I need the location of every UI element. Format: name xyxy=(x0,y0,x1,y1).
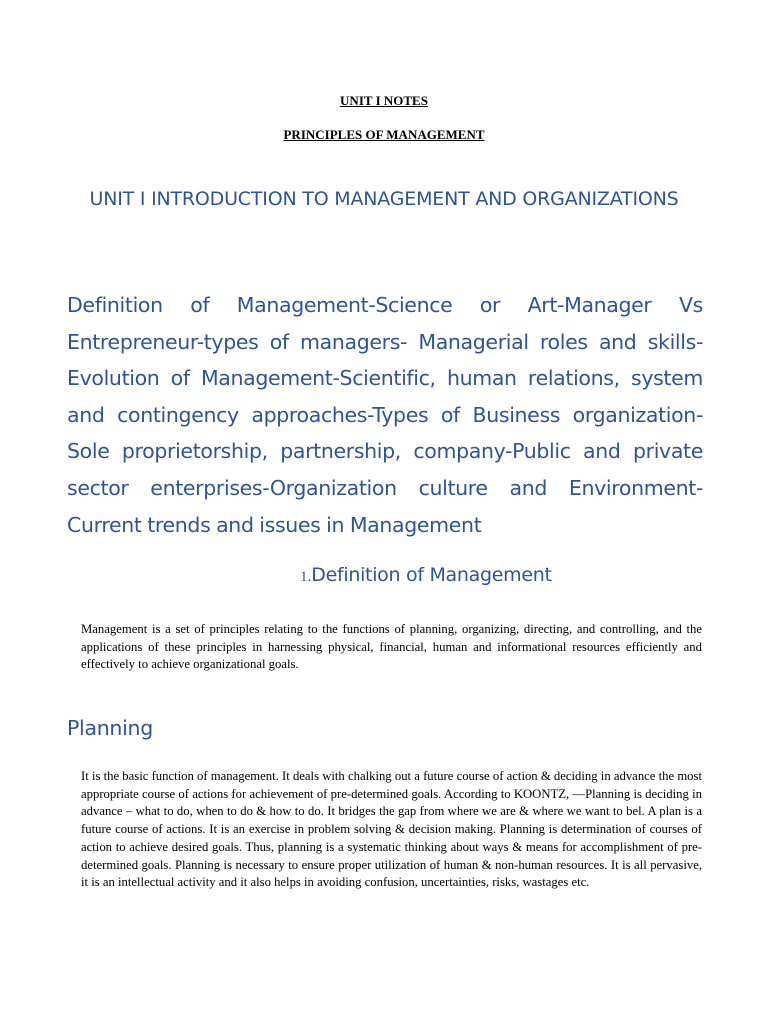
section-title: Definition of Management xyxy=(311,564,552,586)
unit-notes-heading: UNIT I NOTES xyxy=(340,93,428,108)
planning-heading: Planning xyxy=(67,716,153,740)
subject-title-heading: PRINCIPLES OF MANAGEMENT xyxy=(283,127,485,142)
unit-title: UNIT I INTRODUCTION TO MANAGEMENT AND ORGANIZATIONS xyxy=(89,188,679,210)
section-number: 1. xyxy=(300,569,312,585)
section-definition-heading xyxy=(300,561,552,588)
management-definition-paragraph: Management is a set of principles relating to the functions of planning, organizing, directing, and controlling, and the applications of these principles in harnessing physical, financial, human and informational resources efficiently and effectively to achieve organizational goals. xyxy=(81,622,702,672)
planning-paragraph: It is the basic function of management. It deals with chalking out a future course of action & deciding in advance the most appropriate course of actions for achievement of pre-determined goals. According to KOONTZ, —Planning is deciding in advance – what to do, when to do & how to do. It bridges the gap from where we are & where we want to bel. A plan is a future course of actions. It is an exercise in problem solving & decision making. Planning is determination of courses of action to achieve desired goals. Thus, planning is a systematic thinking about ways & means for accomplishment of pre-determined goals. Planning is necessary to ensure proper utilization of human & non-human resources. It is all pervasive, it is an intellectual activity and it also helps in avoiding confusion, uncertainties, risks, wastages etc. xyxy=(81,769,702,890)
syllabus-topics: Definition of Management-Science or Art-Manager Vs Entrepreneur-types of managers- Managerial roles and skills-Evolution of Management-Scientific, human relations, system and contingency approaches-Types of Business organization-Sole proprietorship, partnership, company-Public and private sector enterprises-Organization culture and Environment-Current trends and issues in Management xyxy=(67,293,703,537)
